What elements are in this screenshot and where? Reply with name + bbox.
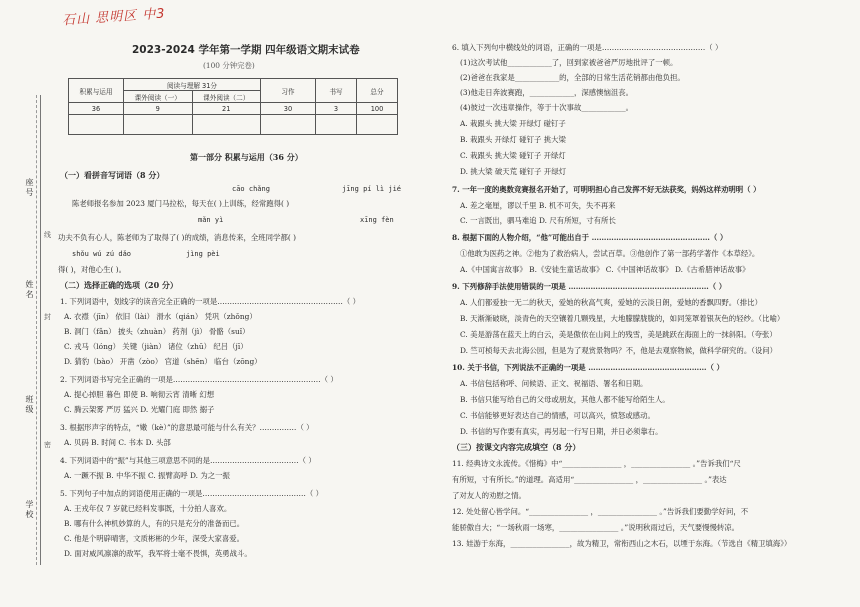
part-one-heading: 第一部分 积累与运用（36 分） bbox=[190, 152, 303, 162]
binding-line bbox=[40, 95, 41, 565]
q2-options-cd[interactable]: C. 腾云架雾 严厉 猛兴 D. 光耀门庭 即然 搦子 bbox=[64, 405, 215, 414]
seal-line-char: 线 bbox=[44, 231, 51, 239]
score-header-total: 总分 bbox=[357, 79, 398, 103]
q9-option-b[interactable]: B. 天渐渐破晓，淡青色的天空镶着几颗残星，大地朦朦胧胧的，如同笼罩着银灰色的轻纱。（比喻） bbox=[460, 314, 785, 323]
q9-option-d[interactable]: D. 竺可桢每天去北海公园，但是为了观赏景物吗？不，他是去观察物候，做科学研究的。（设问） bbox=[460, 346, 778, 355]
question-2: 2. 下列词语书写完全正确的一项是……………………………………………………（ ） bbox=[60, 375, 338, 384]
question-4: 4. 下列词语中的“振”与其他三项意思不同的是………………………………（ ） bbox=[60, 456, 316, 465]
q6-option-d[interactable]: D. 挑大梁 破天荒 碰钉子 开绿灯 bbox=[460, 167, 567, 176]
q7-options-cd[interactable]: C. 一言既出，驷马难追 D. 尺有所短，寸有所长 bbox=[460, 216, 616, 225]
question-6: 6. 填入下列句中横线处的词语，正确的一项是……………………………………（ ） bbox=[452, 43, 723, 52]
score-value: 9 bbox=[124, 103, 193, 115]
q7-options-ab[interactable]: A. 差之毫厘，谬以千里 B. 机不可失，失不再来 bbox=[460, 201, 616, 210]
q8-description: ①他敢为医药之神。②他为了救治病人，尝试百草。③他创作了第一部药学著作《本草经》。 bbox=[460, 249, 760, 258]
q2-options-ab[interactable]: A. 提心掉胆 暮色 即使 B. 响彻云宵 清晰 幻想 bbox=[64, 390, 215, 399]
score-value: 21 bbox=[192, 103, 261, 115]
q10-option-b[interactable]: B. 书信只能写给自己的父母或朋友，其他人都不能写给陌生人。 bbox=[460, 395, 670, 404]
score-blank[interactable] bbox=[261, 115, 316, 135]
score-blank[interactable] bbox=[357, 115, 398, 135]
seat-number-label: 座号 bbox=[25, 178, 34, 198]
q6-sentence-4: (4)彼过一次违章操作，等于十次事故____________。 bbox=[460, 103, 634, 112]
score-header-accumulate: 积累与运用 bbox=[69, 79, 124, 103]
score-value: 36 bbox=[69, 103, 124, 115]
question-7: 7. 一年一度的奥数竞赛报名开始了，可明明担心自己发挥不好无法获奖，妈妈这样劝明明（ ） bbox=[452, 185, 761, 194]
question-1: 1. 下列词语中，划线字的读音完全正确的一项是……………………………………………（ ） bbox=[60, 297, 360, 306]
pinyin-5: shǒu wú zú dǎo bbox=[72, 250, 132, 258]
score-blank[interactable] bbox=[192, 115, 261, 135]
question-8: 8. 根据下面的人物介绍，“他”可能出自于 …………………………………………（ ） bbox=[452, 233, 728, 242]
q5-option-d[interactable]: D. 面对威风凛凛的敌军，我军将士毫不畏惧，英勇战斗。 bbox=[64, 549, 252, 558]
q6-option-c[interactable]: C. 栽跟头 挑大梁 碰钉子 开绿灯 bbox=[460, 151, 566, 160]
question-11-end: 了对友人的劝慰之情。 bbox=[452, 491, 526, 500]
question-12-cont[interactable]: 能骄傲自大；“一场秋雨一场寒，________________ 。”说明秋雨过后，天气要慢慢转凉。 bbox=[452, 523, 740, 532]
class-label: 班级 bbox=[25, 395, 34, 415]
pinyin-6: jìng pèi bbox=[186, 250, 220, 258]
q1-option-b[interactable]: B. 洞门（fǎn） 披头（zhuàn） 药剂（jì） 骨骼（suǐ） bbox=[64, 327, 250, 336]
score-blank[interactable] bbox=[124, 115, 193, 135]
question-10: 10. 关于书信，下列说法不正确的一项是 …………………………………………（ ） bbox=[452, 363, 724, 372]
handwritten-note: 石山 思明区 中3 bbox=[61, 6, 167, 29]
seal-char: 封 bbox=[44, 313, 51, 321]
score-value: 3 bbox=[316, 103, 357, 115]
question-12[interactable]: 12. 处处留心皆学问。“________________ ，________________ 。”告诉我们要勤学好问，不 bbox=[452, 507, 749, 516]
q5-option-a[interactable]: A. 王戎年仅 7 岁就已经料发事既，十分拍人喜欢。 bbox=[64, 504, 232, 513]
exam-title: 2023-2024 学年第一学期 四年级语文期末试卷 bbox=[132, 44, 360, 56]
q6-sentence-1: (1)这次考试他____________了，回到家被爸爸严厉地批评了一顿。 bbox=[460, 58, 678, 67]
q8-options[interactable]: A.《中国寓言故事》 B.《安徒生童话故事》 C.《中国神话故事》 D.《古希腊神话故事》 bbox=[460, 265, 750, 274]
q6-sentence-2: (2)爸爸在我家是____________的，全部的日常生活花销都由他负担。 bbox=[460, 73, 685, 82]
section-choice-heading: （二）选择正确的选项（20 分） bbox=[60, 280, 178, 290]
q10-option-a[interactable]: A. 书信包括称呼、问候语、正文、祝福语、署名和日期。 bbox=[460, 379, 648, 388]
question-11[interactable]: 11. 经典诗文永流传。《惜梅》中“________________ ，________________ 。”告诉我们“尺 bbox=[452, 459, 741, 468]
secret-char: 密 bbox=[44, 441, 51, 449]
student-name-label: 姓名 bbox=[25, 280, 34, 300]
q9-option-c[interactable]: C. 美是游荡在蓝天上的白云，美是傲依在山间上的残雪，美是跳跃在海面上的一抹斜阳。（夸张） bbox=[460, 330, 777, 339]
question-9: 9. 下列修辞手法使用错误的一项是 …………………………………………………（ ） bbox=[452, 282, 727, 291]
score-value: 30 bbox=[261, 103, 316, 115]
pinyin-4: xīng fèn bbox=[360, 216, 394, 224]
score-header-handwriting: 书写 bbox=[316, 79, 357, 103]
q5-option-b[interactable]: B. 哪有什么神机妙算的人，有的只是充分的准备而已。 bbox=[64, 519, 245, 528]
q3-options[interactable]: A. 贝码 B. 时间 C. 书本 D. 头部 bbox=[64, 438, 171, 447]
question-11-cont[interactable]: 有所短，寸有所长。”的道理。高适用“________________ ，________________ 。”表达 bbox=[452, 475, 727, 484]
q10-option-d[interactable]: D. 书信的写作要有真实，再另起一行写日期，并日必须靠右。 bbox=[460, 427, 663, 436]
question-13[interactable]: 13. 娃游于东海，________________，故为精卫，常衔西山之木石，以堙于东海。（节选自《精卫填海》） bbox=[452, 539, 792, 548]
score-blank[interactable] bbox=[316, 115, 357, 135]
q1-option-a[interactable]: A. 衣襟（jīn） 依旧（lài） 滑水（qián） 凭巩（zhǒng） bbox=[64, 312, 257, 321]
q6-option-b[interactable]: B. 栽跟头 开绿灯 碰钉子 挑大梁 bbox=[460, 135, 566, 144]
score-header-reading: 阅读与理解 31分 bbox=[124, 79, 261, 91]
score-blank[interactable] bbox=[69, 115, 124, 135]
pinyin-1: cāo chǎng bbox=[232, 185, 270, 193]
section-pinyin-heading: （一）看拼音写词语（8 分） bbox=[60, 170, 165, 180]
q6-sentence-3: (3)他走日奔波赛跑，____________，深感懊恼沮丧。 bbox=[460, 88, 634, 97]
score-value: 100 bbox=[357, 103, 398, 115]
score-sub-reading-1: 课外阅读（一） bbox=[124, 91, 193, 103]
score-header-writing: 习作 bbox=[261, 79, 316, 103]
exam-duration: (100 分钟完卷) bbox=[203, 61, 255, 70]
q9-option-a[interactable]: A. 人们都爱独一无二的秋天，爱她的秋高气爽，爱她的云淡日朗，爱她的香飘四野。（排比） bbox=[460, 298, 762, 307]
q1-option-d[interactable]: D. 猜豹（bào） 开凿（zòo） 官道（shēn） 临台（zōng） bbox=[64, 357, 262, 366]
question-5: 5. 下列句子中加点的词语使用正确的一项是……………………………………（ ） bbox=[60, 489, 324, 498]
score-table bbox=[68, 78, 398, 135]
q6-option-a[interactable]: A. 栽跟头 挑大梁 开绿灯 碰钉子 bbox=[460, 119, 566, 128]
pinyin-3: mǎn yì bbox=[198, 216, 224, 224]
pinyin-line-2: 功夫不负有心人，陈老师为了取得了( )的成绩，消息传来，全班同学都( ) bbox=[58, 233, 296, 242]
question-3: 3. 根据形声字的特点，“嫩（kè）”的意思最可能与什么有关？……………（ ） bbox=[60, 423, 314, 432]
q4-options[interactable]: A. 一蹶不振 B. 中华不振 C. 振臂高呼 D. 为之一振 bbox=[64, 471, 230, 480]
binding-dashed-line bbox=[36, 95, 37, 565]
pinyin-2: jīng pí lì jié bbox=[342, 185, 402, 193]
school-label: 学校 bbox=[25, 500, 34, 520]
pinyin-line-3: 得( )，对他心生( )。 bbox=[58, 265, 126, 274]
q10-option-c[interactable]: C. 书信能够更好表达自己的情感，可以高兴，愤怒或感动。 bbox=[460, 411, 655, 420]
pinyin-line-1: 陈老师报名参加 2023 厦门马拉松，每天在( )上训练，经常跑得( ) bbox=[72, 199, 290, 208]
section-fill-heading: （三）按课文内容完成填空（8 分） bbox=[452, 442, 581, 452]
score-sub-reading-2: 课外阅读（二） bbox=[192, 91, 261, 103]
q5-option-c[interactable]: C. 他是个明辟晴害，文质彬彬的少年，深受大家喜爱。 bbox=[64, 534, 245, 543]
q1-option-c[interactable]: C. 戎马（lóng） 关键（jiàn） 诸位（zhū） 纪吕（jī） bbox=[64, 342, 248, 351]
